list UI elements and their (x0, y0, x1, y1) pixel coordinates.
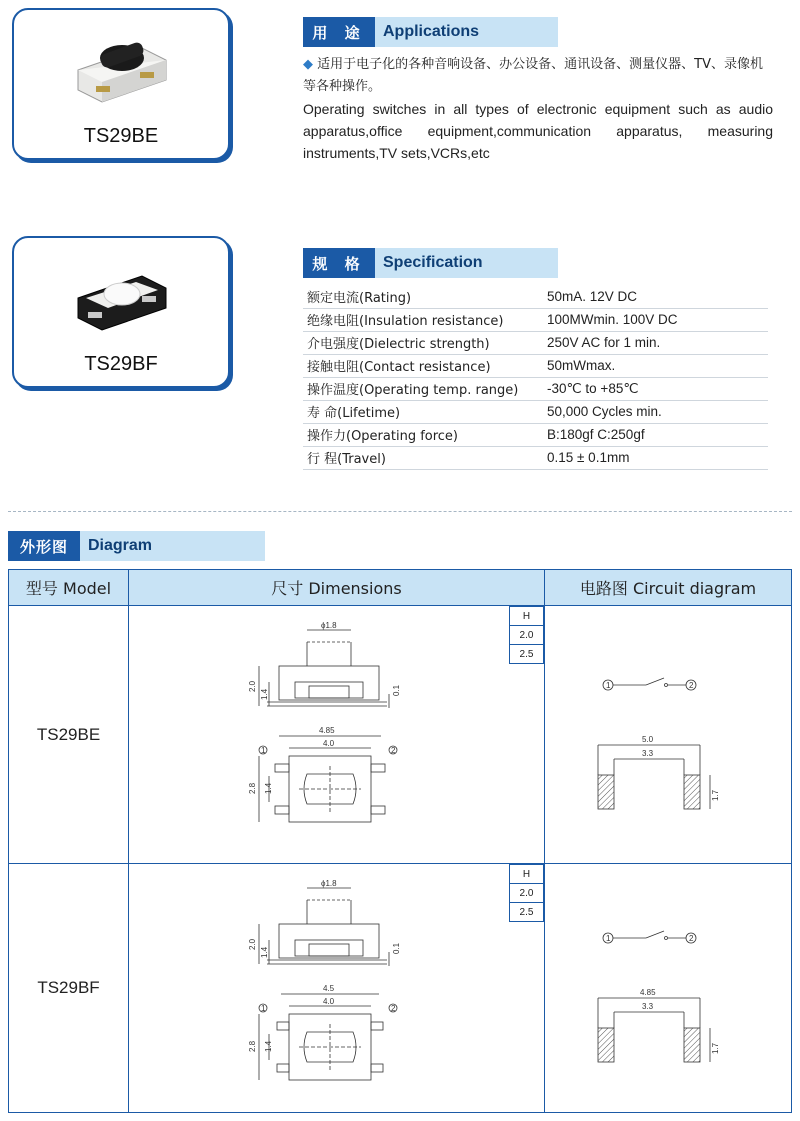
spec-value: 50mA. 12V DC (539, 285, 768, 308)
dimension-cell (129, 864, 545, 1113)
spec-row (303, 377, 768, 400)
product-model: TS29BE (83, 125, 159, 147)
section-divider (8, 511, 792, 512)
height-value: 2.0 (510, 884, 544, 903)
circuit-pin2: 2 (689, 680, 694, 690)
spec-label: 介电强度(Dielectric strength) (303, 331, 539, 354)
switch-photo-white (66, 256, 176, 336)
circuit-pad-h-label: 1.7 (711, 1042, 720, 1054)
side-t-label: 0.1 (392, 684, 401, 696)
side-h-label: 2.0 (248, 938, 257, 950)
top-w-inner-label: 4.0 (323, 739, 335, 748)
spec-label: 操作力(Operating force) (303, 423, 539, 446)
diagram-table (8, 569, 792, 1113)
top-pin1-label: 1 (261, 746, 266, 755)
applications-en-paragraph: Operating switches in all types of electronic equipment such as audio apparatus,office equipment,communication apparatus, measuring instruments,TV sets,VCRs,etc (303, 101, 773, 161)
dimension-cell (129, 606, 545, 864)
spec-row (303, 400, 768, 423)
height-value: 2.0 (510, 626, 544, 645)
switch-photo-black (66, 28, 176, 108)
col-header-model: 型号 Model (9, 570, 129, 606)
spec-label: 行 程(Travel) (303, 446, 539, 469)
diagram-title-cn: 外形图 (8, 531, 80, 561)
spec-row (303, 285, 768, 308)
side-h-label: 2.0 (248, 680, 257, 692)
col-header-circuit: 电路图 Circuit diagram (545, 570, 792, 606)
spec-value: 100MWmin. 100V DC (539, 308, 768, 331)
applications-header (303, 17, 558, 47)
col-header-dimensions: 尺寸 Dimensions (129, 570, 545, 606)
spec-row (303, 446, 768, 469)
applications-text (303, 54, 773, 164)
dimension-drawing (239, 874, 539, 1114)
circuit-cell (545, 864, 792, 1113)
side-t-label: 0.1 (392, 942, 401, 954)
top-h-label: 2.8 (248, 782, 257, 794)
side-h2-label: 1.4 (260, 688, 269, 700)
applications-title-cn: 用 途 (303, 17, 375, 47)
diagram-header (8, 531, 265, 561)
spec-row (303, 308, 768, 331)
spec-label: 额定电流(Rating) (303, 285, 539, 308)
top-h2-label: 1.4 (264, 1040, 273, 1052)
dimension-drawing (239, 616, 539, 856)
diagram-title-en: Diagram (80, 531, 265, 561)
specification-table (303, 285, 768, 470)
diagram-model: TS29BE (9, 606, 129, 864)
top-pin1-label: 1 (261, 1004, 266, 1013)
diagram-model: TS29BF (9, 864, 129, 1113)
circuit-pad-h-label: 1.7 (711, 789, 720, 801)
top-w-inner-label: 4.0 (323, 997, 335, 1006)
spec-row (303, 354, 768, 377)
specification-title-cn: 规 格 (303, 248, 375, 278)
circuit-drawing (568, 645, 768, 825)
spec-value: B:180gf C:250gf (539, 423, 768, 446)
spec-value: 50mWmax. (539, 354, 768, 377)
top-h2-label: 1.4 (264, 782, 273, 794)
side-phi-label: ϕ1.8 (321, 621, 337, 630)
spec-label: 操作温度(Operating temp. range) (303, 377, 539, 400)
circuit-pin2: 2 (689, 934, 694, 943)
specification-header (303, 248, 558, 278)
spec-value: 50,000 Cycles min. (539, 400, 768, 423)
spec-value: 0.15 ± 0.1mm (539, 446, 768, 469)
top-h-label: 2.8 (248, 1040, 257, 1052)
applications-title-en: Applications (375, 17, 558, 47)
spec-label: 寿 命(Lifetime) (303, 400, 539, 423)
product-card-ts29be (12, 8, 230, 160)
circuit-w-inner-label: 3.3 (642, 748, 654, 758)
circuit-w-outer-label: 4.85 (640, 988, 656, 997)
product-model: TS29BF (84, 353, 158, 375)
circuit-drawing (568, 898, 768, 1078)
circuit-cell (545, 606, 792, 864)
circuit-pin1: 1 (606, 934, 611, 943)
specification-title-en: Specification (375, 248, 558, 278)
spec-label: 绝缘电阻(Insulation resistance) (303, 308, 539, 331)
spec-value: -30℃ to +85℃ (539, 377, 768, 400)
circuit-w-outer-label: 5.0 (642, 734, 654, 744)
height-value: 2.5 (510, 645, 544, 664)
side-h2-label: 1.4 (260, 946, 269, 958)
spec-label: 接触电阻(Contact resistance) (303, 354, 539, 377)
top-w-outer-label: 4.5 (323, 984, 335, 993)
applications-cn-paragraph: ◆ 适用于电子化的各种音响设备、办公设备、通讯设备、测量仪器、TV、录像机等各种操作。 (303, 57, 763, 94)
height-header: H (510, 607, 544, 626)
circuit-pin1: 1 (606, 680, 611, 690)
side-phi-label: ϕ1.8 (321, 879, 337, 888)
height-header: H (510, 865, 544, 884)
spec-row (303, 423, 768, 446)
top-pin2-label: 2 (391, 1004, 396, 1013)
diagram-row (9, 606, 792, 864)
top-pin2-label: 2 (391, 746, 396, 755)
spec-value: 250V AC for 1 min. (539, 331, 768, 354)
spec-row (303, 331, 768, 354)
product-card-ts29bf (12, 236, 230, 388)
diagram-row (9, 864, 792, 1113)
bullet-icon: ◆ (303, 57, 313, 72)
height-value: 2.5 (510, 903, 544, 922)
circuit-w-inner-label: 3.3 (642, 1002, 654, 1011)
top-w-outer-label: 4.85 (319, 726, 335, 735)
